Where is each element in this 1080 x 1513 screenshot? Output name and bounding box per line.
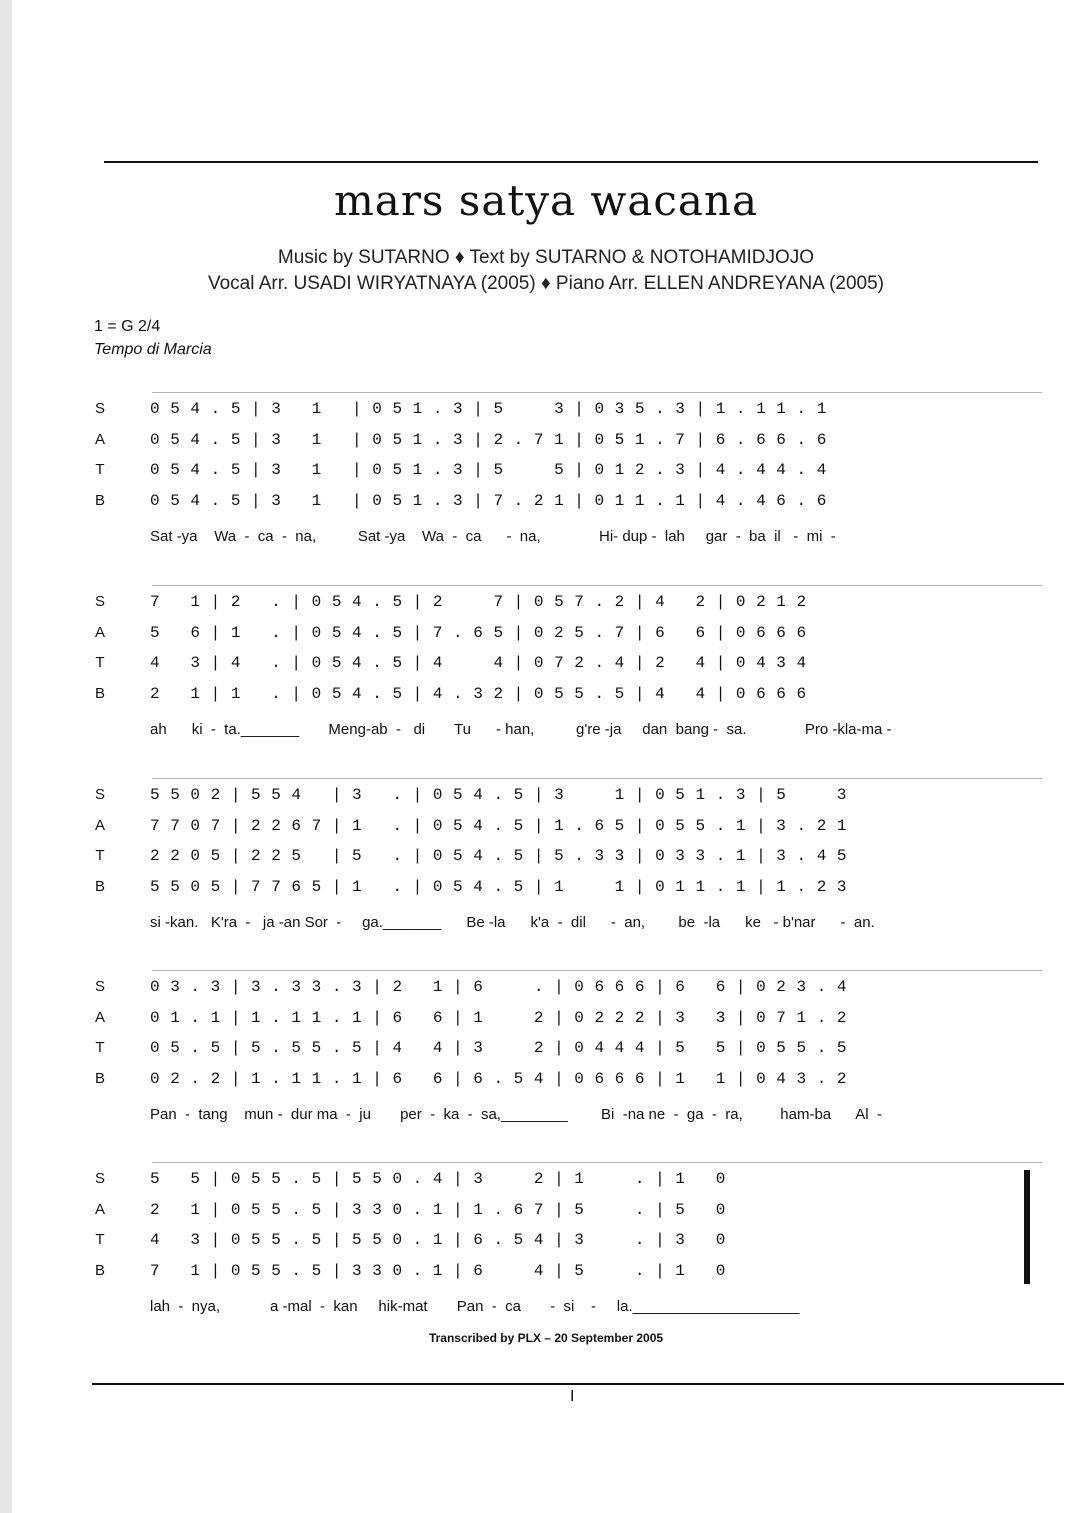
beam-line xyxy=(152,970,1042,971)
page-title: mars satya wacana xyxy=(333,176,759,225)
voice-label-b: B xyxy=(94,684,105,702)
lyrics-line: si -kan. K'ra - ja -an Sor - ga._______ Be -la k'a - dil - an, be -la ke - b'nar - an. xyxy=(150,914,875,931)
notation-row: 4 3 | 4 . | 0 5 4 . 5 | 4 4 | 0 7 2 . 4 | 2 4 | 0 4 3 4 xyxy=(150,654,807,672)
voice-label-a: A xyxy=(94,430,105,448)
notation-row: 0 5 4 . 5 | 3 1 | 0 5 1 . 3 | 7 . 2 1 | 0 1 1 . 1 | 4 . 4 6 . 6 xyxy=(150,491,827,510)
voice-label-s: S xyxy=(94,786,105,803)
voice-label-s: S xyxy=(94,978,105,995)
notation-row: 5 5 0 2 | 5 5 4 | 3 . | 0 5 4 . 5 | 3 1 | 0 5 1 . 3 | 5 3 xyxy=(150,786,848,804)
notation-row: 0 5 4 . 5 | 3 1 | 0 5 1 . 3 | 2 . 7 1 | 0 5 1 . 7 | 6 . 6 6 . 6 xyxy=(150,430,827,449)
transcription-credit: Transcribed by PLX – 20 September 2005 xyxy=(428,1331,664,1345)
voice-label-a: A xyxy=(94,623,105,641)
voice-label-b: B xyxy=(94,491,105,509)
notation-row: 0 5 4 . 5 | 3 1 | 0 5 1 . 3 | 5 3 | 0 3 5 . 3 | 1 . 1 1 . 1 xyxy=(150,400,827,418)
voice-label-b: B xyxy=(94,1069,105,1087)
score-page xyxy=(12,0,1080,1513)
notation-row: 0 2 . 2 | 1 . 1 1 . 1 | 6 6 | 6 . 5 4 | 0 6 6 6 | 1 1 | 0 4 3 . 2 xyxy=(150,1069,848,1088)
voice-label-t: T xyxy=(95,461,105,478)
bottom-rule xyxy=(92,1383,1064,1385)
voice-label-t: T xyxy=(95,847,105,864)
voice-label-a: A xyxy=(94,1008,105,1026)
voice-label-s: S xyxy=(94,593,105,610)
page-number: I xyxy=(570,1388,575,1405)
notation-row: 2 1 | 0 5 5 . 5 | 3 3 0 . 1 | 1 . 6 7 | 5 . | 5 0 xyxy=(150,1200,726,1219)
notation-row: 2 2 0 5 | 2 2 5 | 5 . | 0 5 4 . 5 | 5 . 3 3 | 0 3 3 . 1 | 3 . 4 5 xyxy=(150,847,848,865)
notation-row: 0 5 4 . 5 | 3 1 | 0 5 1 . 3 | 5 5 | 0 1 2 . 3 | 4 . 4 4 . 4 xyxy=(150,461,827,479)
notation-row: 7 1 | 2 . | 0 5 4 . 5 | 2 7 | 0 5 7 . 2 | 4 2 | 0 2 1 2 xyxy=(150,593,807,611)
beam-line xyxy=(152,585,1042,586)
voice-label-s: S xyxy=(94,1170,105,1187)
notation-row: 0 5 . 5 | 5 . 5 5 . 5 | 4 4 | 3 2 | 0 4 4 4 | 5 5 | 0 5 5 . 5 xyxy=(150,1039,848,1057)
notation-row: 5 5 | 0 5 5 . 5 | 5 5 0 . 4 | 3 2 | 1 . | 1 0 xyxy=(150,1170,726,1188)
credit-line-1: Music by SUTARNO ♦ Text by SUTARNO & NOTOHAMIDJOJO xyxy=(277,247,815,268)
lyrics-line: lah - nya, a -mal - kan hik-mat Pan - ca - si - la.____________________ xyxy=(150,1298,800,1315)
voice-label-a: A xyxy=(94,816,105,834)
key-signature: 1 = G 2/4 xyxy=(94,318,161,335)
voice-label-t: T xyxy=(95,654,105,671)
voice-label-s: S xyxy=(94,400,105,417)
beam-line xyxy=(152,392,1042,393)
voice-label-t: T xyxy=(95,1039,105,1056)
notation-row: 7 7 0 7 | 2 2 6 7 | 1 . | 0 5 4 . 5 | 1 . 6 5 | 0 5 5 . 1 | 3 . 2 1 xyxy=(150,816,848,835)
notation-row: 5 6 | 1 . | 0 5 4 . 5 | 7 . 6 5 | 0 2 5 . 7 | 6 6 | 0 6 6 6 xyxy=(150,623,807,642)
notation-row: 2 1 | 1 . | 0 5 4 . 5 | 4 . 3 2 | 0 5 5 . 5 | 4 4 | 0 6 6 6 xyxy=(150,684,807,703)
beam-line xyxy=(152,778,1042,779)
lyrics-line: Pan - tang mun - dur ma - ju per - ka - sa,________ Bi -na ne - ga - ra, ham-ba Al - xyxy=(150,1106,882,1123)
final-barline xyxy=(1024,1170,1030,1284)
credit-line-2: Vocal Arr. USADI WIRYATNAYA (2005) ♦ Piano Arr. ELLEN ANDREYANA (2005) xyxy=(207,273,885,294)
notation-row: 7 1 | 0 5 5 . 5 | 3 3 0 . 1 | 6 4 | 5 . | 1 0 xyxy=(150,1261,726,1280)
notation-row: 5 5 0 5 | 7 7 6 5 | 1 . | 0 5 4 . 5 | 1 1 | 0 1 1 . 1 | 1 . 2 3 xyxy=(150,877,848,896)
top-rule xyxy=(104,161,1038,163)
lyrics-line: ah ki - ta._______ Meng-ab - di Tu - han, g're -ja dan bang - sa. Pro -kla-ma - xyxy=(150,721,892,738)
tempo-marking: Tempo di Marcia xyxy=(94,341,212,358)
notation-row: 0 1 . 1 | 1 . 1 1 . 1 | 6 6 | 1 2 | 0 2 2 2 | 3 3 | 0 7 1 . 2 xyxy=(150,1008,848,1027)
voice-label-t: T xyxy=(95,1231,105,1248)
beam-line xyxy=(152,1162,1042,1163)
voice-label-b: B xyxy=(94,1261,105,1279)
lyrics-line: Sat -ya Wa - ca - na, Sat -ya Wa - ca - na, Hi- dup - lah gar - ba il - mi - xyxy=(150,528,836,545)
voice-label-b: B xyxy=(94,877,105,895)
notation-row: 0 3 . 3 | 3 . 3 3 . 3 | 2 1 | 6 . | 0 6 6 6 | 6 6 | 0 2 3 . 4 xyxy=(150,978,848,996)
voice-label-a: A xyxy=(94,1200,105,1218)
notation-row: 4 3 | 0 5 5 . 5 | 5 5 0 . 1 | 6 . 5 4 | 3 . | 3 0 xyxy=(150,1231,726,1249)
